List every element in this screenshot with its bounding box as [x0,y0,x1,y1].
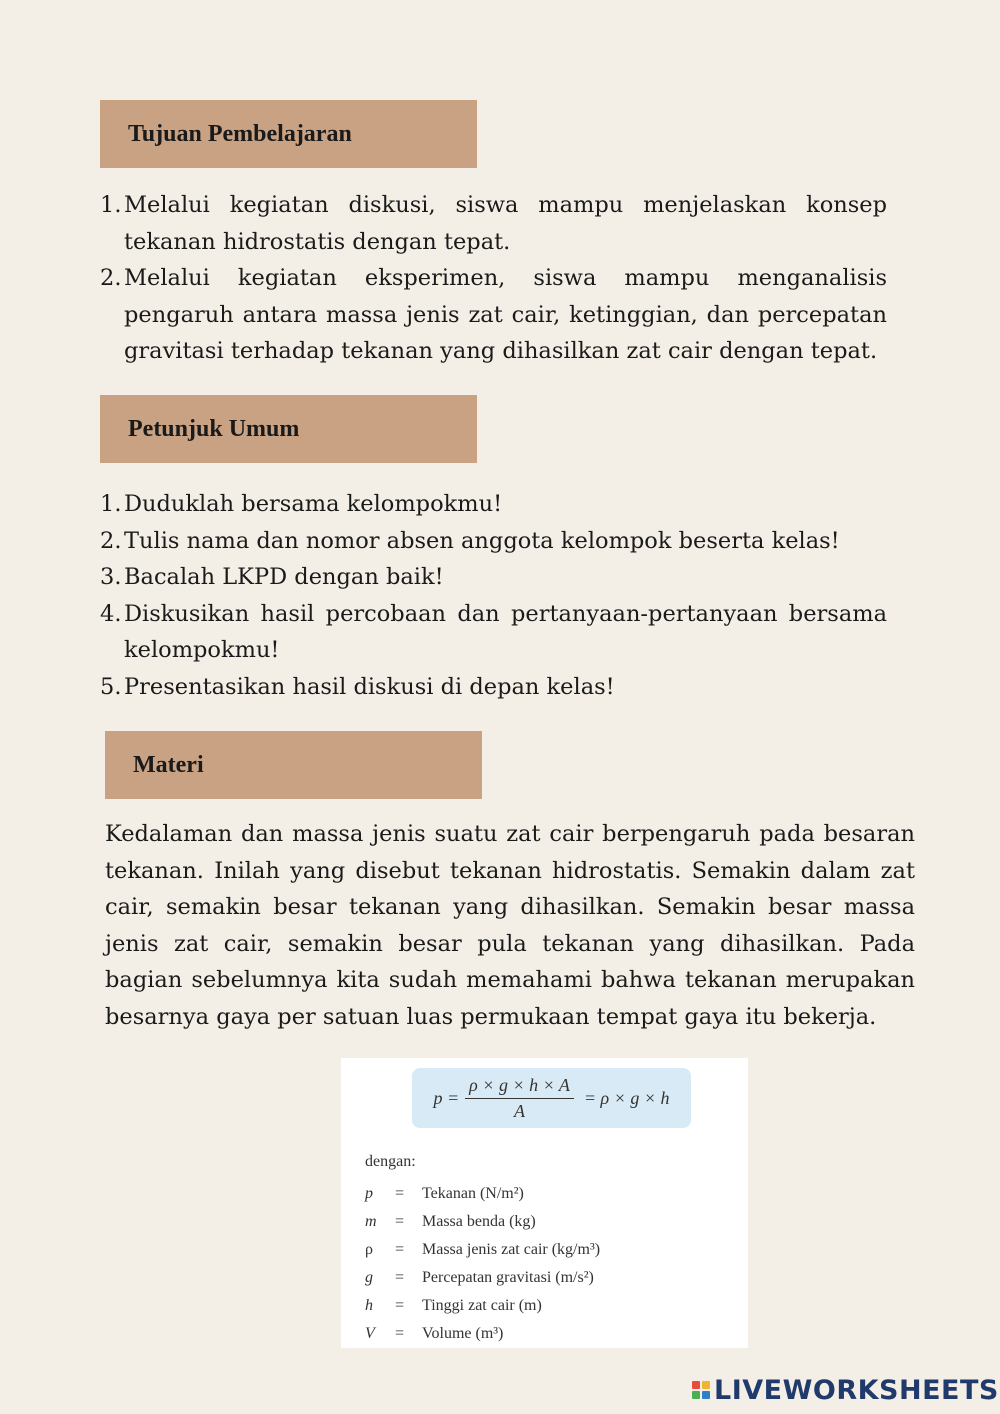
list-item [100,187,887,260]
definition-row [365,1264,600,1292]
logo-square [692,1391,700,1399]
list-item [100,596,887,669]
definition-desc: Volume (m³) [422,1325,504,1342]
formula-denominator: A [514,1100,526,1121]
section-header-tujuan [100,100,477,168]
section-header-materi [105,731,482,799]
definition-symbol: ρ [365,1241,373,1258]
materi-paragraph: Kedalaman dan massa jenis suatu zat cair berpengaruh pada besaran tekanan. Inilah yang disebut tekanan hidrostatis. Semakin dalam zat cair, semakin besar tekanan yang dihasilkan. Semakin besar massa jenis zat cair, semakin besar pula tekanan yang dihasilkan. Pada bagian sebelumnya kita sudah memahami bahwa tekanan merupakan besarnya gaya per satuan luas permukaan tempat gaya itu bekerja. [105,821,915,1030]
list-item-text: Tulis nama dan nomor absen anggota kelompok beserta kelas! [124,527,840,554]
list-item-number: 2. [100,527,122,554]
list-item [100,669,887,706]
definition-symbol: h [365,1297,373,1314]
definition-desc: Tinggi zat cair (m) [422,1297,542,1314]
petunjuk-list [100,486,887,705]
definition-equals: = [395,1325,405,1342]
list-item-text: Presentasikan hasil diskusi di depan kelas! [124,673,615,700]
list-item-number: 3. [100,564,122,590]
section-title-petunjuk: Petunjuk Umum [128,415,300,442]
list-item-text: Diskusikan hasil percobaan dan pertanyaan-pertanyaan bersama kelompokmu! [124,600,887,663]
definition-row [365,1236,600,1264]
logo-text: LIVEWORKSHEETS [714,1374,999,1406]
logo-square [692,1381,700,1389]
definition-row [365,1320,600,1348]
section-header-petunjuk [100,395,477,463]
definition-desc: Tekanan (N/m²) [422,1185,524,1202]
logo-square [702,1381,710,1389]
formula-box [341,1058,748,1348]
list-item [100,486,887,523]
liveworksheets-icon [692,1381,710,1399]
definition-equals: = [395,1185,405,1202]
definition-desc: Massa benda (kg) [422,1213,536,1230]
list-item-number: 5. [100,673,122,700]
list-item-text: Melalui kegiatan eksperimen, siswa mampu menganalisis pengaruh antara massa jenis zat cair, ketinggian, dan percepatan gravitasi terhadap tekanan yang dihasilkan zat cair dengan tepat. [124,265,887,364]
definition-symbol: p [365,1185,373,1202]
list-item-number: 1. [100,192,122,218]
definition-row [365,1292,600,1320]
section-title-tujuan: Tujuan Pembelajaran [128,120,352,147]
list-item [100,559,887,596]
list-item-number: 2. [100,265,122,291]
formula-intro: dengan: [365,1153,416,1170]
list-item [100,523,887,560]
formula-lhs: p = [433,1087,460,1108]
list-item-text: Melalui kegiatan diskusi, siswa mampu menjelaskan konsep tekanan hidrostatis dengan tepat. [124,192,887,255]
definition-equals: = [395,1213,405,1230]
definition-row [365,1180,600,1208]
definition-symbol: m [365,1213,377,1230]
definition-row [365,1208,600,1236]
definition-symbol: g [365,1269,373,1286]
definition-desc: Percepatan gravitasi (m/s²) [422,1269,594,1286]
formula-rhs: = ρ × g × h [583,1087,670,1108]
list-item [100,260,887,370]
list-item-text: Bacalah LKPD dengan baik! [124,564,444,590]
list-item-number: 4. [100,600,122,627]
formula-fraction [465,1075,574,1122]
formula-numerator: ρ × g × h × A [465,1075,574,1099]
logo-square [702,1391,710,1399]
tujuan-list [100,187,887,370]
list-item-number: 1. [100,491,122,517]
formula-equation [412,1068,691,1128]
definition-equals: = [395,1297,405,1314]
definition-desc: Massa jenis zat cair (kg/m³) [422,1241,601,1258]
section-title-materi: Materi [133,751,204,778]
definition-equals: = [395,1269,405,1286]
list-item-text: Duduklah bersama kelompokmu! [124,491,503,517]
definition-equals: = [395,1241,405,1258]
definition-symbol: V [365,1325,375,1342]
formula-definitions [365,1180,600,1348]
liveworksheets-logo[interactable] [692,1374,999,1406]
